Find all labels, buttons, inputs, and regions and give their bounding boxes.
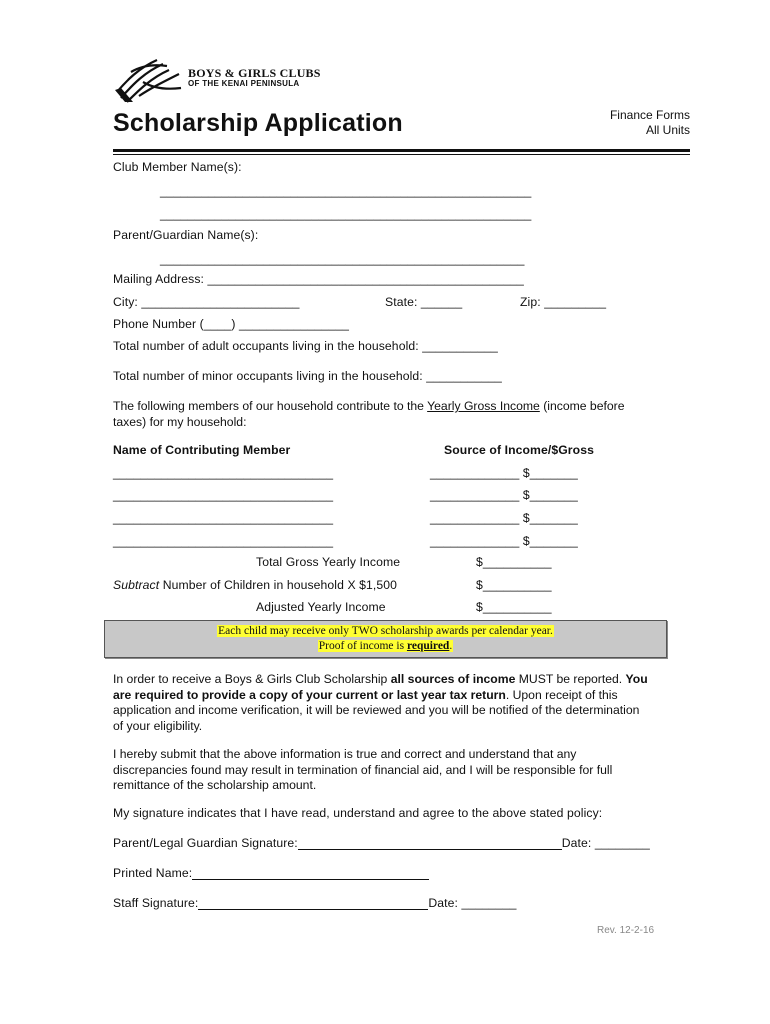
logo-title: BOYS & GIRLS CLUBS [188, 66, 321, 80]
staff-signature-label: Staff Signature: [113, 896, 199, 910]
city-field[interactable]: City: _______________________ [113, 295, 300, 309]
p1-bold-tax-return: You are required to provide a copy of your current or last year tax return [113, 672, 648, 702]
printed-name-label: Printed Name: [113, 866, 193, 880]
p1-text-a: In order to receive a Boys & Girls Club Scholarship [113, 672, 391, 686]
minor-occupants-field[interactable]: Total number of minor occupants living in the household: ___________ [113, 369, 502, 383]
adjusted-income-field[interactable]: $__________ [476, 600, 552, 614]
zip-field[interactable]: Zip: _________ [520, 295, 607, 309]
adjusted-income-label: Adjusted Yearly Income [256, 600, 386, 614]
p1-text-c: MUST be reported. [515, 672, 626, 686]
contributor-income-field[interactable]: _____________ $_______ [430, 534, 578, 548]
page-title: Scholarship Application [113, 109, 403, 137]
finance-forms-label [610, 108, 690, 138]
notice-text-2: Proof of income is [318, 640, 407, 652]
yearly-gross-income-term: Yearly Gross Income [427, 399, 540, 413]
printed-name-row [113, 866, 429, 880]
finance-line-1: Finance Forms [609, 108, 690, 122]
state-field[interactable]: State: ______ [385, 295, 463, 309]
notice-period: . [449, 640, 453, 652]
scholarship-notice-box [104, 620, 667, 658]
total-gross-label: Total Gross Yearly Income [256, 555, 401, 569]
header-rule-thick [113, 149, 690, 152]
revision-label: Rev. 12-2-16 [597, 925, 655, 936]
subtract-children-field[interactable]: $__________ [476, 578, 552, 592]
required-word: required [406, 640, 450, 652]
parent-label: Parent/Guardian Name(s): [113, 228, 259, 242]
notice-text-1: Each child may receive only TWO scholarship awards per calendar year. [218, 625, 553, 637]
parent-signature-row [113, 836, 650, 850]
p1-bold-income: all sources of income [390, 672, 516, 686]
contributor-income-field[interactable]: _____________ $_______ [430, 488, 578, 502]
contributor-name-field[interactable]: ________________________________ [113, 488, 334, 502]
mailing-address-field[interactable]: Mailing Address: ______________________________________________ [113, 272, 524, 286]
total-gross-field[interactable]: $__________ [476, 555, 552, 569]
subtract-word: Subtract [113, 578, 160, 592]
subtract-children-label [113, 578, 397, 592]
boys-girls-club-hands-icon [113, 52, 187, 104]
income-requirement-paragraph [113, 672, 648, 734]
phone-field[interactable]: Phone Number (____) ________________ [113, 317, 350, 331]
contributors-intro [113, 399, 658, 430]
parent-field[interactable]: _____________________________________________________ [160, 252, 525, 266]
contributor-name-field[interactable]: ________________________________ [113, 534, 334, 548]
printed-name-field[interactable] [192, 868, 429, 880]
contributor-income-field[interactable]: _____________ $_______ [430, 466, 578, 480]
parent-signature-field[interactable] [298, 838, 562, 850]
finance-line-2: All Units [645, 123, 690, 137]
parent-signature-label: Parent/Legal Guardian Signature: [113, 836, 298, 850]
header-rule-thin [113, 154, 690, 155]
policy-agreement-text: My signature indicates that I have read, understand and agree to the above stated policy: [113, 806, 603, 820]
logo-subtitle: OF THE KENAI PENINSULA [188, 79, 300, 88]
parent-date-field[interactable]: Date: ________ [561, 836, 650, 850]
club-member-label: Club Member Name(s): [113, 160, 242, 174]
staff-date-field[interactable]: Date: ________ [428, 896, 517, 910]
staff-signature-field[interactable] [198, 898, 428, 910]
certification-paragraph: I hereby submit that the above information is true and correct and understand that any discrepancies found may result in termination of financial aid, and I will be responsible for full remittance of the scholarship amount. [113, 747, 613, 792]
p1-text-e: . Upon receipt of this application and income verification, it will be reviewed and you will be notified of the determination of your eligibility. [113, 687, 640, 733]
adult-occupants-field[interactable]: Total number of adult occupants living in the household: ___________ [113, 339, 498, 353]
contributor-name-field[interactable]: ________________________________ [113, 466, 334, 480]
contributor-name-field[interactable]: ________________________________ [113, 511, 334, 525]
contributor-income-field[interactable]: _____________ $_______ [430, 511, 578, 525]
contributing-member-header: Name of Contributing Member [113, 443, 291, 457]
contributors-intro-tail: (income before taxes) for my household: [113, 399, 625, 429]
subtract-children-text: Number of Children in household X $1,500 [159, 578, 398, 592]
notice-line-1 [105, 625, 666, 637]
club-member-field-1[interactable]: ______________________________________________________ [160, 184, 532, 198]
notice-line-2 [105, 640, 666, 652]
staff-signature-row [113, 896, 517, 910]
income-source-header: Source of Income/$Gross [444, 443, 594, 457]
contributors-intro-text: The following members of our household contribute to the [113, 399, 428, 413]
club-member-field-2[interactable]: ______________________________________________________ [160, 207, 532, 221]
